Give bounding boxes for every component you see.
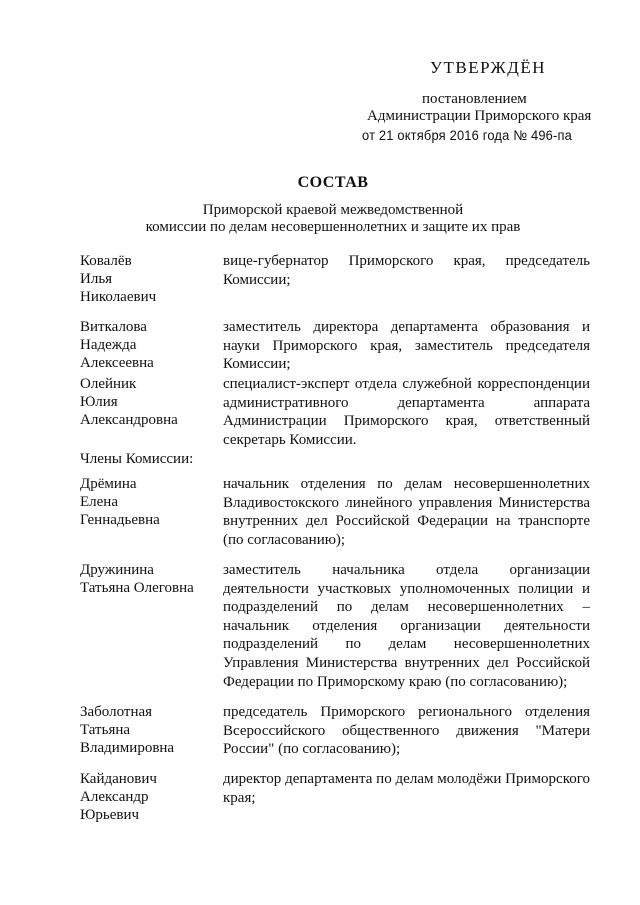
given-name: Елена [80,494,118,510]
person-role: начальник отделения по делам несовершеннолетних Владивостокского линейного управления Министерства внутренних дел Российской Федерации на транспорте (по согласованию); [223,476,590,548]
document-subtitle-line2: комиссии по делам несовершеннолетних и защите их прав [145,219,521,235]
given-name: Надежда [80,337,137,353]
patronymic: Алексеевна [80,355,154,371]
given-name: Илья [80,271,113,287]
patronymic: Владимировна [80,740,175,756]
person-name [80,375,220,429]
person-role: заместитель начальника отдела организации деятельности участковых уполномоченных полиции и подразделений по делам несовершеннолетних – начальник отделения организации деятельности подразделений по делам несовершеннолетних Управления Министерства внутренних дел Российской Федерации по Приморскому краю (по согласованию); [223,562,590,690]
patronymic: Александровна [80,412,178,428]
approved-title: УТВЕРЖДЁН [430,58,546,77]
given-name: Юлия [80,394,118,410]
surname: Олейник [80,376,137,392]
surname: Заболотная [80,704,153,720]
person-role: вице-губернатор Приморского края, председатель Комиссии; [223,253,590,288]
patronymic: Николаевич [80,289,157,305]
person-role: специалист-эксперт отдела служебной корреспонденции административного департамента аппарата Администрации Приморского края, ответственный секретарь Комиссии. [223,376,590,448]
person-role: председатель Приморского регионального отделения Всероссийского общественного движения "Матери России" (по согласованию); [223,704,590,758]
given-name: Татьяна [80,722,131,738]
person-name [80,318,220,372]
person-name [80,770,220,824]
surname: Виткалова [80,319,147,335]
surname: Дружинина [80,562,154,578]
document-title: СОСТАВ [297,174,369,191]
approval-date-number: от 21 октября 2016 года № 496-па [362,127,573,143]
surname: Дрёмина [80,476,137,492]
document-subtitle-line1: Приморской краевой межведомственной [202,202,464,218]
surname: Кайданович [80,771,157,787]
approval-authority: Администрации Приморского края [367,108,592,124]
patronymic: Юрьевич [80,807,140,823]
given-name: Татьяна Олеговна [80,580,194,596]
given-name: Александр [80,789,149,805]
person-name [80,252,220,306]
person-name [80,475,220,529]
members-label: Члены Комиссии: [80,451,194,467]
patronymic: Геннадьевна [80,512,160,528]
person-role: директор департамента по делам молодёжи Приморского края; [223,771,590,806]
person-name [80,703,220,757]
person-role: заместитель директора департамента образования и науки Приморского края, заместитель председателя Комиссии; [223,319,590,373]
surname: Ковалёв [80,253,132,269]
approval-resolution-label: постановлением [422,91,527,107]
person-name [80,561,220,597]
